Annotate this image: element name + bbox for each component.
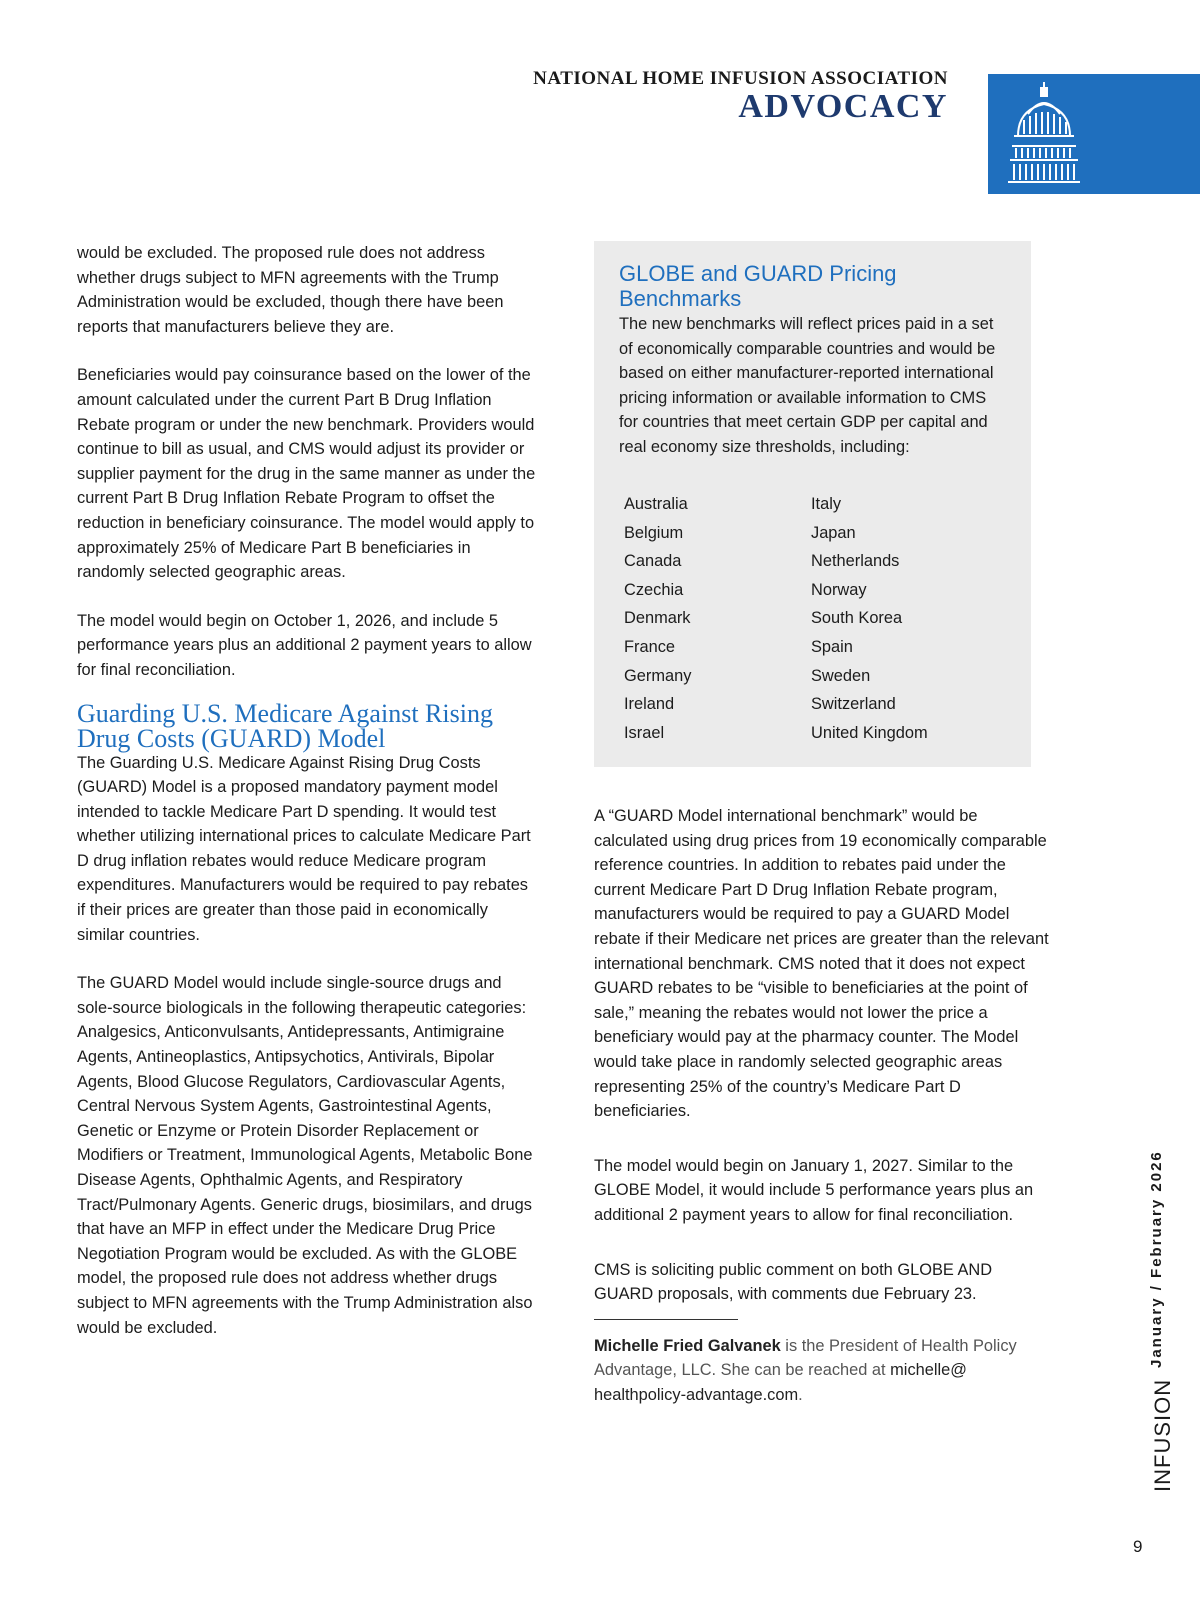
country-item: Australia [624, 495, 688, 513]
capitol-dome-icon [988, 74, 1200, 194]
page-header [533, 68, 948, 126]
country-item: Norway [811, 580, 867, 599]
divider [594, 1319, 738, 1320]
right-column [594, 804, 1054, 1431]
paragraph: The Guarding U.S. Medicare Against Rising Drug Costs (GUARD) Model is a proposed mandatory payment model intended to tackle Medicare Part D spending. It would test whether utilizing international prices to calculate Medicare Part D drug inflation rebates would reduce Medicare program expenditures. Manufacturers would be required to pay rebates if their prices are greater than those paid in economically similar countries. [77, 753, 531, 944]
magazine-name: INFUSION [1150, 1378, 1175, 1492]
paragraph: The model would begin on January 1, 2027. Similar to the GLOBE Model, it would include 5 performance years plus an additional 2 payment years to allow for final reconciliation. [594, 1156, 1034, 1224]
country-item: Switzerland [811, 695, 896, 714]
benchmarks-sidebar [594, 241, 1031, 767]
country-list [624, 495, 1004, 752]
guard-section-heading: Guarding U.S. Medicare Against Rising Drug Costs (GUARD) Model [77, 698, 493, 753]
country-item: Italy [811, 495, 842, 513]
country-item: Japan [811, 523, 856, 542]
country-item: Israel [624, 723, 665, 742]
country-item: Ireland [624, 695, 675, 714]
country-item: Canada [624, 552, 682, 571]
issue-date: January / February 2026 [1148, 1150, 1165, 1368]
paragraph: CMS is soliciting public comment on both GLOBE AND GUARD proposals, with comments due February 23. [594, 1260, 993, 1304]
sidebar-title: GLOBE and GUARD Pricing Benchmarks [619, 261, 897, 311]
country-item: France [624, 637, 676, 656]
section-title: ADVOCACY [738, 88, 948, 125]
paragraph: would be excluded. The proposed rule does not address whether drugs subject to MFN agreements with the Trump Administration would be excluded, though there have been reports that manufacturers believe they are. [77, 244, 504, 336]
author-bio [594, 1334, 1054, 1408]
country-item: United Kingdom [811, 723, 928, 742]
country-item: Belgium [624, 523, 684, 542]
country-item: Czechia [624, 580, 684, 599]
author-bio-end: . [798, 1385, 803, 1404]
author-bio-text: is the President of Health Policy Advantage, LLC. She can be reached at [594, 1336, 1017, 1380]
paragraph: The GUARD Model would include single-source drugs and sole-source biologicals in the following therapeutic categories: Analgesics, Anticonvulsants, Antidepressants, Antimigraine Agents, Antineoplastics, Antipsychotics, Antivirals, Bipolar Agents, Blood Glucose Regulators, Cardiovascular Agents, Central Nervous System Agents, Gastrointestinal Agents, Genetic or Enzyme or Protein Disorder Replacement or Modifiers or Treatment, Immunological Agents, Metabolic Bone Disease Agents, Ophthalmic Agents, and Respiratory Tract/Pulmonary Agents. Generic drugs, biosimilars, and drugs that have an MFP in effect under the Medicare Drug Price Negotiation Program would be excluded. As with the GLOBE model, the proposed rule does not address whether drugs subject to MFN agreements with the Trump Administration also would be excluded. [77, 974, 533, 1337]
country-item: Germany [624, 666, 692, 685]
country-item: South Korea [811, 609, 903, 628]
left-column [77, 241, 537, 1364]
country-item: Netherlands [811, 552, 900, 571]
sidebar-intro: The new benchmarks will reflect prices paid in a set of economically comparable countries and would be based on either manufacturer-reported international pricing information or available information to CMS for countries that meet certain GDP per capital and real economy size thresholds, including: [619, 315, 996, 456]
paragraph: Beneficiaries would pay coinsurance based on the lower of the amount calculated under the current Part B Drug Inflation Rebate program or under the new benchmark. Providers would continue to bill as usual, and CMS would adjust its provider or supplier payment for the drug in the same manner as under the current Part B Drug Inflation Rebate Program to offset the reduction in beneficiary coinsurance. The model would apply to approximately 25% of Medicare Part B beneficiaries in randomly selected geographic areas. [77, 366, 536, 582]
author-email-link[interactable]: michelle@ healthpolicy-advantage.com [594, 1361, 967, 1404]
country-item: Spain [811, 637, 853, 656]
vertical-footer [1128, 1140, 1175, 1500]
page-number: 9 [1133, 1537, 1143, 1556]
paragraph: A “GUARD Model international benchmark” would be calculated using drug prices from 19 economically comparable reference countries. In addition to rebates paid under the current Medicare Part D Drug Inflation Rebate program, manufacturers would be required to pay a GUARD Model rebate if their Medicare net prices are greater than the relevant international benchmark. CMS noted that it does not expect GUARD rebates to be “visible to beneficiaries at the point of sale,” meaning the rebates would not lower the price a beneficiary would pay at the pharmacy counter. The Model would take place in randomly selected geographic areas representing 25% of the country’s Medicare Part D beneficiaries. [594, 807, 1049, 1121]
author-name: Michelle Fried Galvanek [594, 1336, 781, 1355]
country-item: Sweden [811, 666, 871, 685]
country-item: Denmark [624, 609, 691, 628]
paragraph: The model would begin on October 1, 2026, and include 5 performance years plus an additional 2 payment years to allow for final reconciliation. [77, 611, 532, 679]
organization-name: NATIONAL HOME INFUSION ASSOCIATION [533, 68, 948, 89]
capitol-banner [988, 74, 1200, 194]
